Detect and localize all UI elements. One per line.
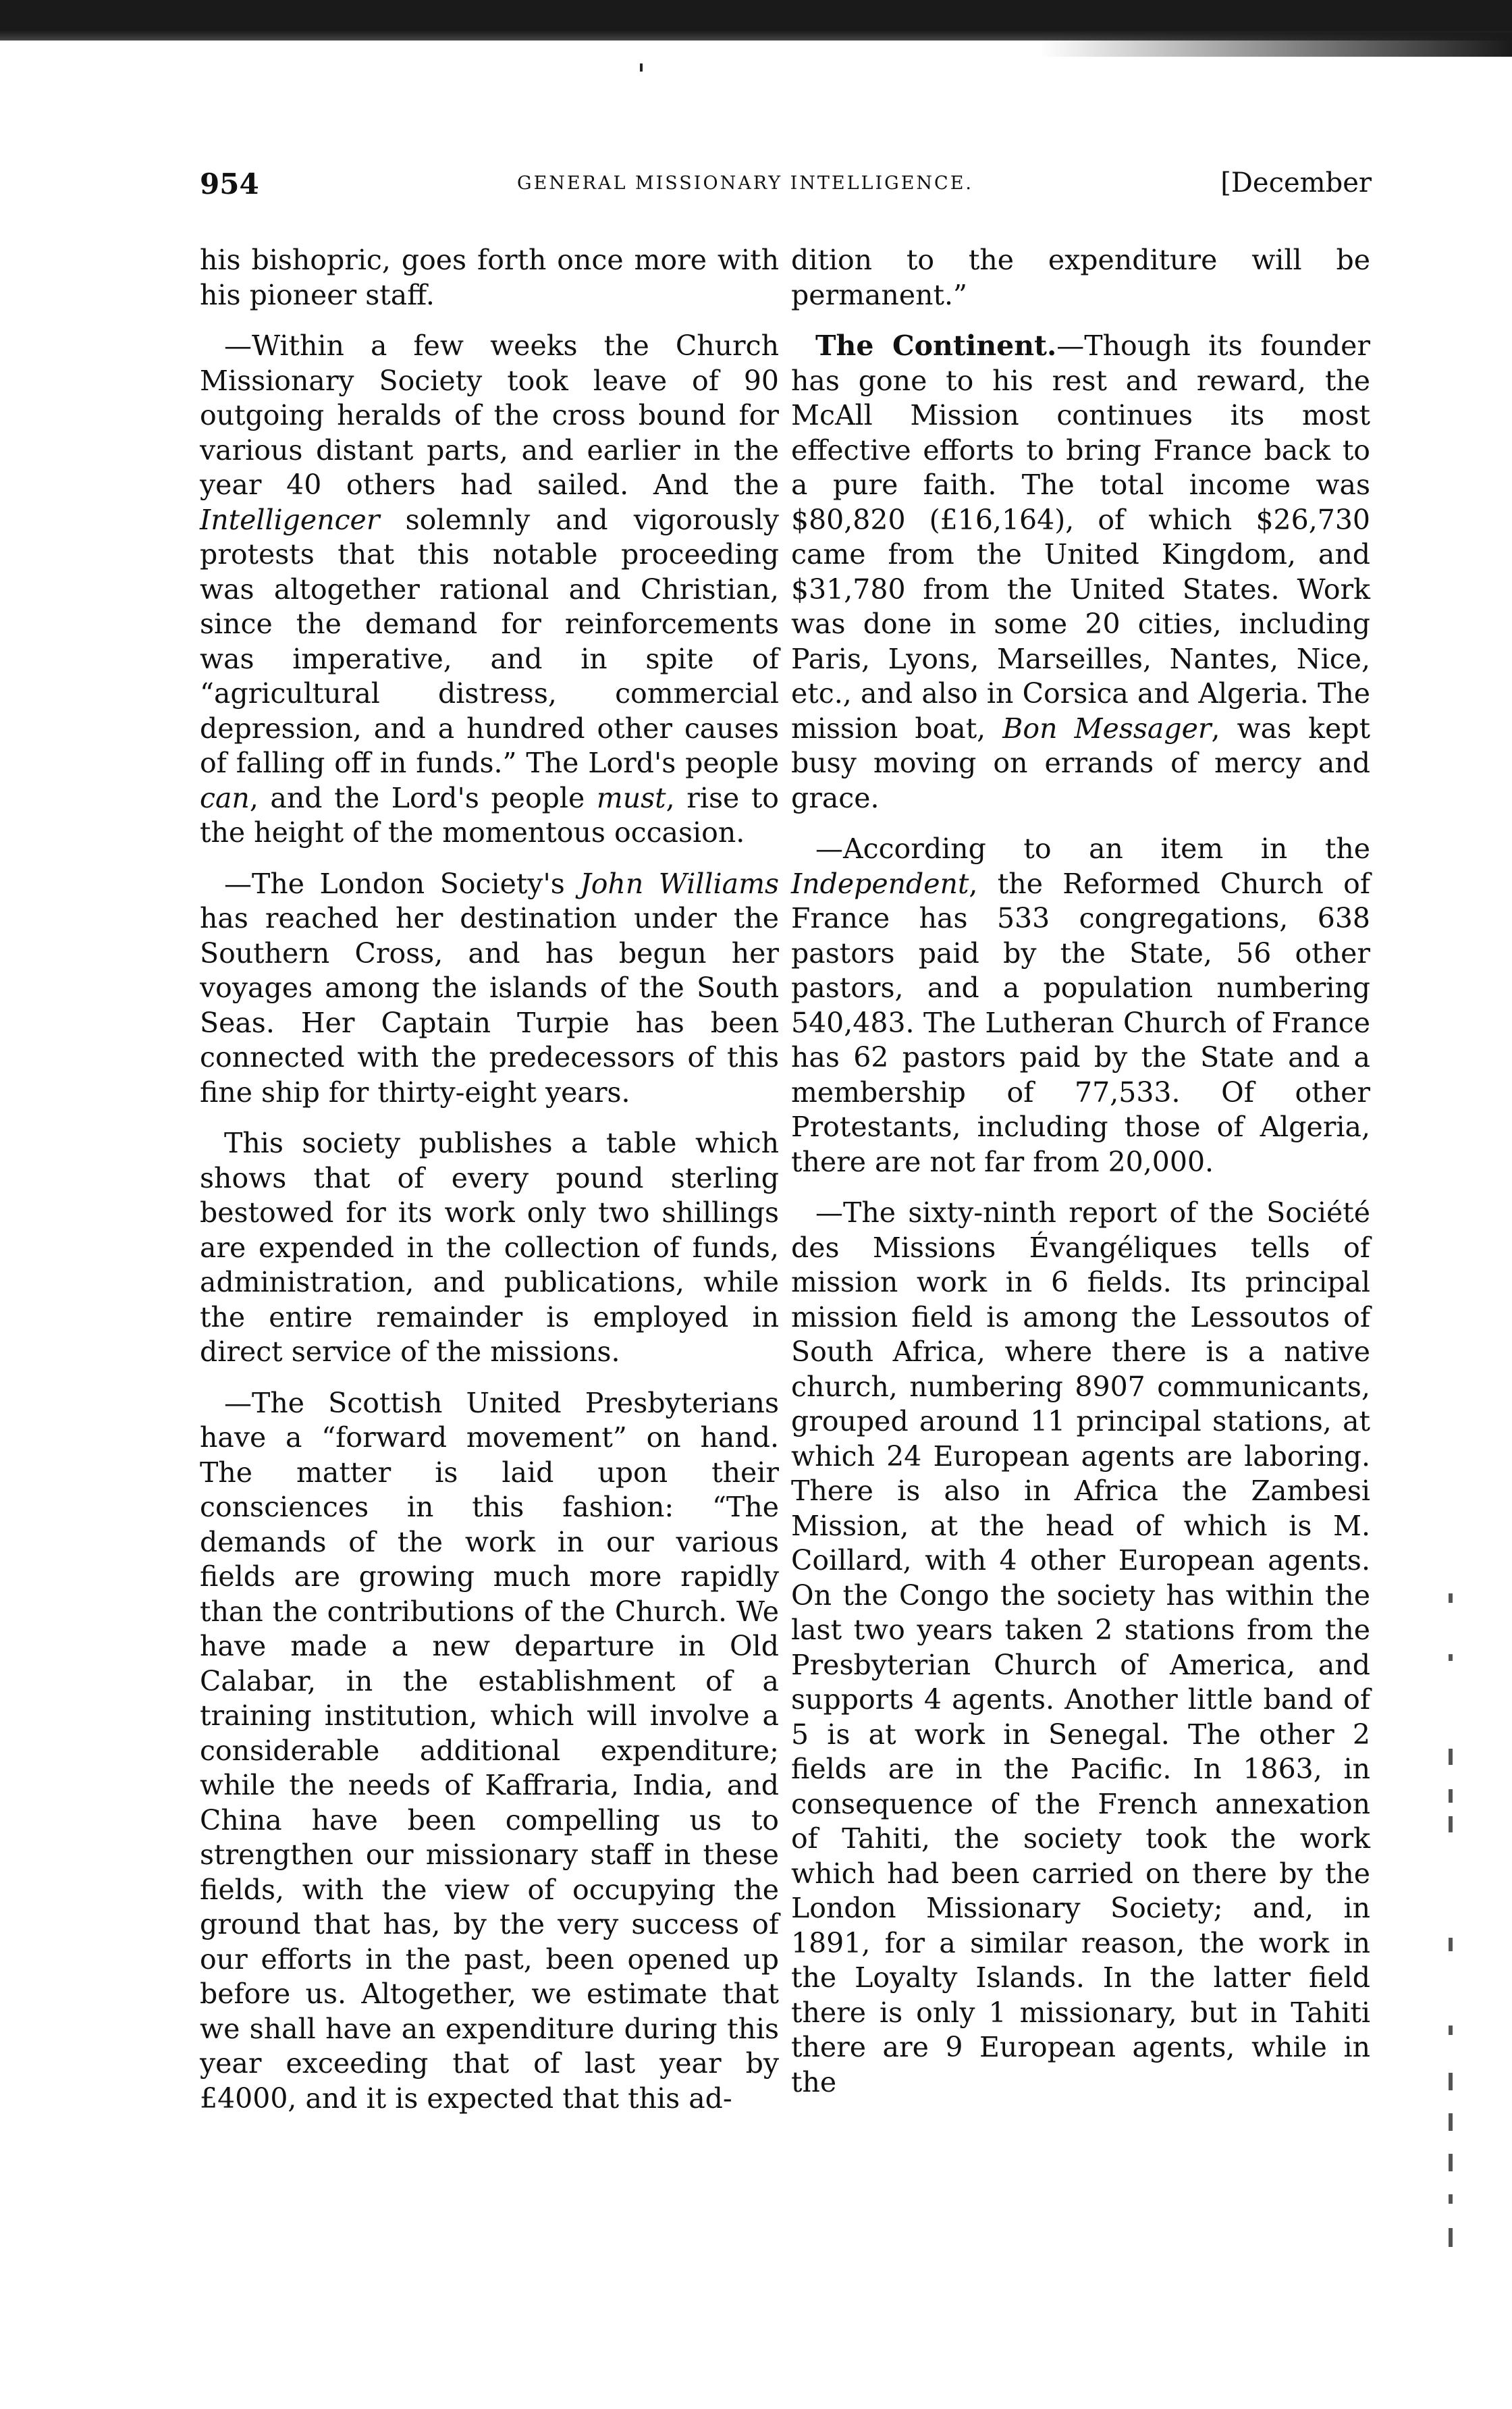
margin-mark <box>1449 2113 1453 2131</box>
paragraph: his bishopric, goes forth once more with his pioneer staff. <box>200 244 779 311</box>
paragraph <box>200 329 779 851</box>
paragraph <box>791 329 1370 816</box>
margin-mark <box>1449 1654 1453 1661</box>
text-run: —The London Society's <box>224 867 580 900</box>
margin-mark <box>1449 1938 1453 1951</box>
paragraph <box>791 832 1370 1180</box>
running-title: GENERAL MISSIONARY INTELLIGENCE. <box>517 173 973 194</box>
margin-mark <box>1449 2154 1453 2171</box>
margin-mark <box>1449 2073 1453 2090</box>
margin-mark <box>1449 1749 1453 1765</box>
text-run: —According to an item in the <box>815 832 1370 865</box>
margin-mark <box>1449 2026 1453 2035</box>
text-run: solemnly and vigorously protests that this notable proceeding was altogether rational and Christian, since the demand for reinforcements was imperative, and in spite of “agricultural distress, commercial depression, and a hundred other causes of falling off in funds.” The Lord's people <box>200 503 779 779</box>
text-run: , the Reformed Church of France has 533 congregations, 638 pastors paid by the State, 56 other pastors, and a population numbering 540,483. The Lutheran Church of France has 62 pastors paid by the State and a membership of 77,533. Of other Protestants, including those of Algeria, there are not far from 20,000. <box>791 867 1370 1178</box>
margin-mark <box>1449 1593 1453 1603</box>
scan-edge-shadow <box>1040 32 1512 57</box>
running-head <box>200 167 1372 208</box>
italic-text: John Williams <box>580 867 780 900</box>
italic-text: Independent <box>791 867 969 900</box>
right-column <box>791 243 1370 2100</box>
text-run: , rise to the height of the momentous occasion. <box>200 781 779 849</box>
text-run: , and the Lord's people <box>249 781 597 814</box>
text-run: —Within a few weeks the Church Missionary Society took leave of 90 outgoing heralds of the cross bound for various distant parts, and earlier in the year 40 others had sailed. And the <box>200 329 779 501</box>
paragraph: —The Scottish United Presbyterians have a “forward movement” on hand. The matter is laid upon their consciences in this fashion: “The demands of the work in our various fields are growing much more rapidly than the contributions of the Church. We have made a new departure in Old Calabar, in the establishment of a training institution, which will involve a considerable additional expenditure; while the needs of Kaffraria, India, and China have been compelling us to strengthen our missionary staff in these fields, with the view of occupying the ground that has, by the very success of our efforts in the past, been opened up before us. Altogether, we estimate that we shall have an expenditure during this year exceeding that of last year by £4000, and it is expected that this ad- <box>200 1386 779 2115</box>
margin-mark <box>1449 1816 1453 1832</box>
italic-text: can <box>200 781 250 814</box>
margin-mark <box>1449 2194 1453 2204</box>
paragraph: —The sixty-ninth report of the Société des Missions Évangéliques tells of mission work in 6 fields. Its principal mission field is among the Lessoutos of South Africa, where there is a native church, numbering 8907 communicants, grouped around 11 principal stations, at which 24 European agents are laboring. There is also in Africa the Zambesi Mission, at the head of which is M. Coillard, with 4 other European agents. On the Congo the society has within the last two years taken 2 stations from the Presbyterian Church of America, and supports 4 agents. Another little band of 5 is at work in Senegal. The other 2 fields are in the Pacific. In 1863, in consequence of the French annexation of Tahiti, the society took the work which had been carried on there by the London Missionary Society; and, in 1891, for a similar reason, the work in the Loyalty Islands. In the latter field there is only 1 missionary, but in Tahiti there are 9 European agents, while in the <box>791 1196 1370 2098</box>
italic-text: Bon Messager <box>1002 712 1212 745</box>
text-run: , was kept busy moving on errands of mercy and grace. <box>791 712 1370 814</box>
page-number: 954 <box>200 167 259 201</box>
paragraph: dition to the expenditure will be permanent.” <box>791 244 1370 311</box>
italic-text: must <box>596 781 666 814</box>
scan-margin-marks <box>1449 1593 1476 2269</box>
left-column <box>200 243 779 2116</box>
margin-mark <box>1449 1789 1453 1803</box>
running-month: [December <box>1220 167 1372 198</box>
text-run: has reached her destination under the Southern Cross, and has begun her voyages among the islands of the South Seas. Her Captain Turpie has been connected with the predecessors of this fine ship for thirty-eight years. <box>200 902 779 1109</box>
italic-text: Intelligencer <box>200 503 380 536</box>
paragraph <box>200 867 779 1111</box>
text-run: —Though its founder has gone to his rest and reward, the McAll Mission continues its most effective efforts to bring France back to a pure faith. The total income was $80,820 (£16,164), of which $26,730 came from the United Kingdom, and $31,780 from the United States. Work was done in some 20 cities, including Paris, Lyons, Marseilles, Nantes, Nice, etc., and also in Corsica and Algeria. The mission boat, <box>791 329 1370 745</box>
section-heading: The Continent. <box>815 329 1057 362</box>
paragraph: This society publishes a table which shows that of every pound sterling bestowed for its work only two shillings are expended in the collection of funds, administration, and publications, while the entire remainder is employed in direct service of the missions. <box>200 1127 779 1368</box>
margin-mark <box>1449 2228 1453 2247</box>
scan-speck <box>640 63 643 72</box>
